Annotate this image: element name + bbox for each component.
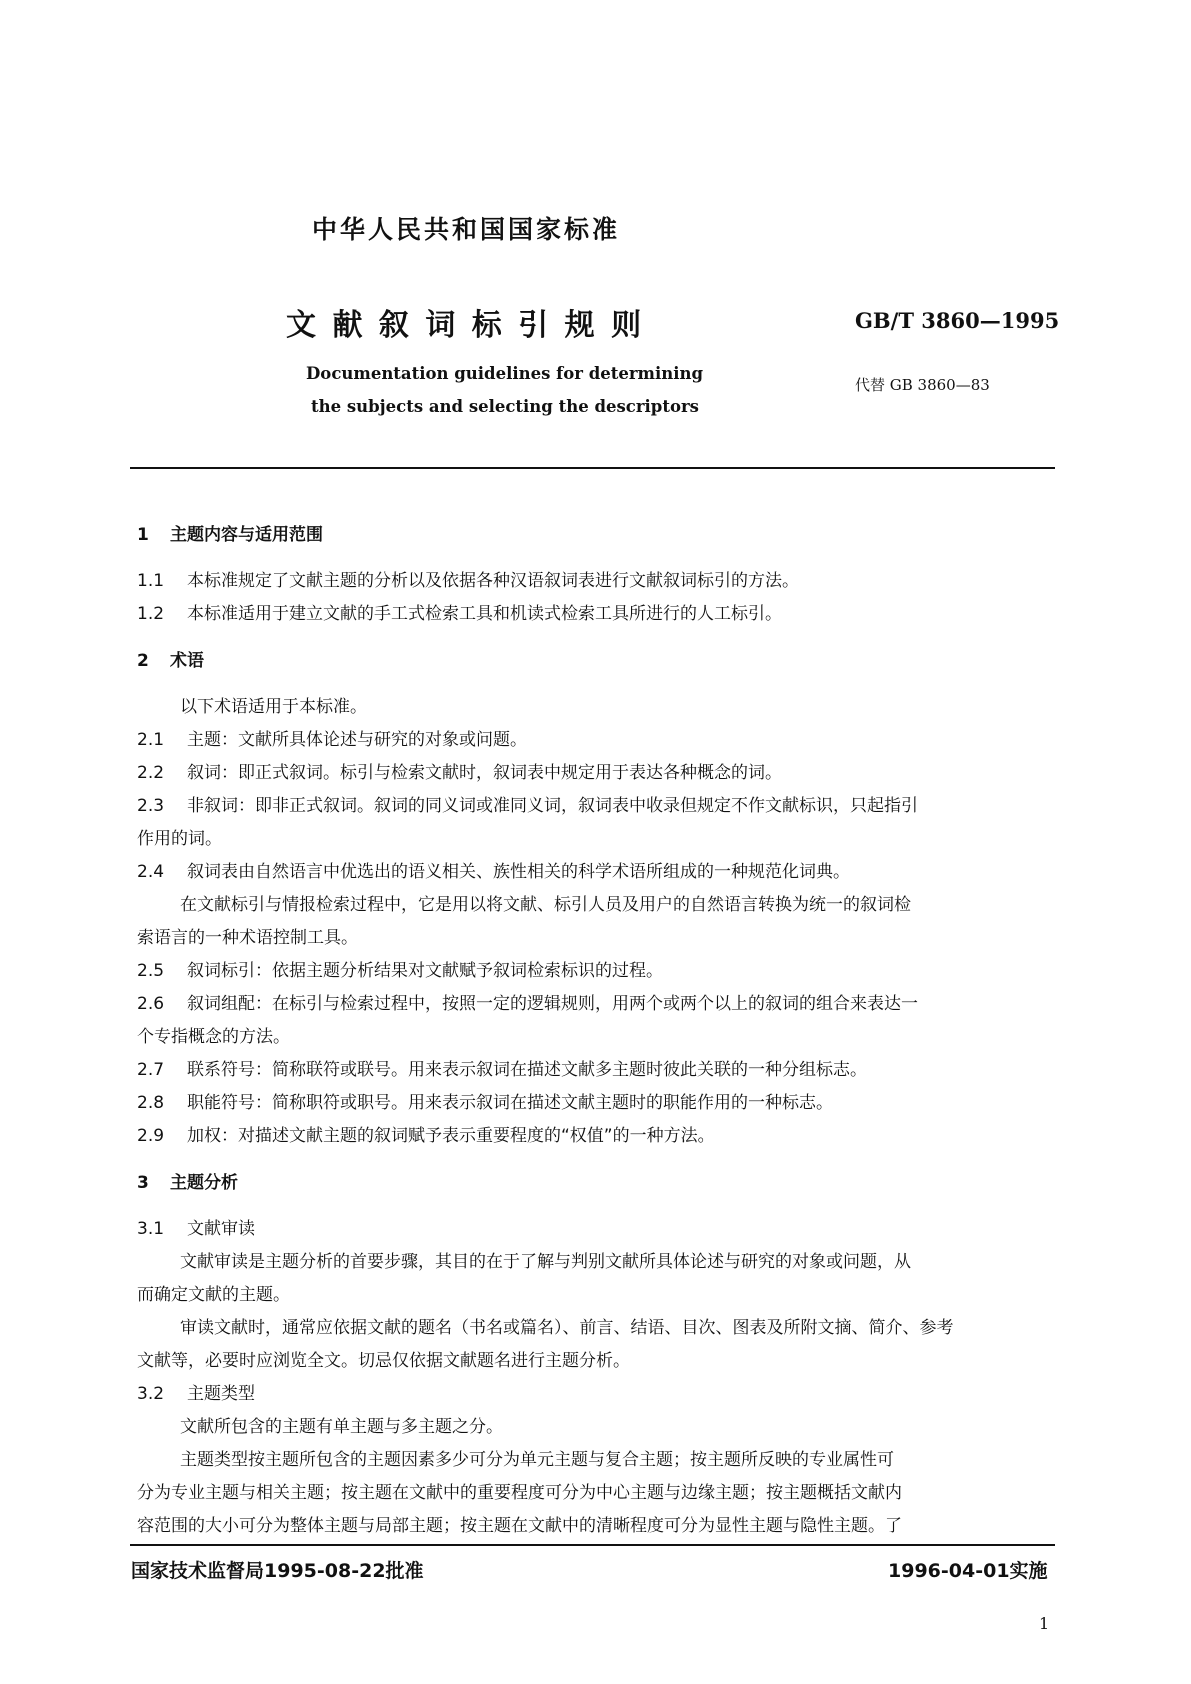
paragraph-text: 文献等，必要时应浏览全文。切忌仅依据文献题名进行主题分析。 — [137, 1351, 630, 1371]
document-title: 文 献 叙 词 标 引 规 则 — [286, 308, 645, 343]
clause-3-2 — [137, 1384, 255, 1404]
section-title: 主题内容与适用范围 — [170, 525, 323, 545]
clause-number: 2.2 — [137, 763, 165, 783]
replaces-note: 代替 GB 3860—83 — [855, 376, 990, 394]
section-number: 2 — [137, 651, 149, 671]
clause-text: 联系符号：简称联符或联号。用来表示叙词在描述文献多主题时彼此关联的一种分组标志。 — [187, 1060, 867, 1080]
clause-2-5 — [137, 961, 663, 981]
clause-number: 2.9 — [137, 1126, 165, 1146]
clause-number: 2.1 — [137, 730, 165, 750]
section-title: 主题分析 — [170, 1173, 238, 1193]
clause-text: 加权：对描述文献主题的叙词赋予表示重要程度的“权值”的一种方法。 — [187, 1126, 715, 1146]
clause-text: 叙词表由自然语言中优选出的语义相关、族性相关的科学术语所组成的一种规范化词典。 — [187, 862, 850, 882]
section-number: 1 — [137, 525, 149, 545]
paragraph-text: 而确定文献的主题。 — [137, 1285, 290, 1305]
clause-text: 非叙词：即非正式叙词。叙词的同义词或准同义词，叙词表中收录但规定不作文献标识，只起指引 — [187, 796, 918, 816]
paragraph-continuation — [137, 1516, 902, 1536]
footer-divider — [130, 1544, 1055, 1546]
clause-1-1 — [137, 571, 799, 591]
clause-text: 主题类型 — [187, 1384, 255, 1404]
paragraph-text: 索语言的一种术语控制工具。 — [137, 928, 358, 948]
paragraph-continuation — [137, 928, 358, 948]
header-divider — [130, 467, 1055, 469]
paragraph-text: 文献所包含的主题有单主题与多主题之分。 — [180, 1417, 503, 1437]
clause-text: 本标准规定了文献主题的分析以及依据各种汉语叙词表进行文献叙词标引的方法。 — [187, 571, 799, 591]
paragraph-continuation — [137, 1351, 630, 1371]
clause-2-4 — [137, 862, 850, 882]
clause-2-3 — [137, 796, 918, 816]
paragraph — [180, 697, 367, 717]
paragraph-text: 以下术语适用于本标准。 — [180, 697, 367, 717]
clause-2-2 — [137, 763, 782, 783]
clause-number: 3.2 — [137, 1384, 165, 1404]
paragraph — [180, 1450, 894, 1470]
paragraph-text: 在文献标引与情报检索过程中，它是用以将文献、标引人员及用户的自然语言转换为统一的叙词检 — [180, 895, 911, 915]
clause-2-9 — [137, 1126, 715, 1146]
implementation-date: 1996-04-01实施 — [888, 1560, 1048, 1582]
approval-note: 国家技术监督局1995-08-22批准 — [131, 1560, 424, 1582]
english-title-line-1: Documentation guidelines for determining — [306, 364, 704, 383]
standard-code: GB/T 3860—1995 — [855, 308, 1060, 333]
clause-text: 职能符号：简称职符或职号。用来表示叙词在描述文献主题时的职能作用的一种标志。 — [187, 1093, 833, 1113]
clause-text: 文献审读 — [187, 1219, 255, 1239]
paragraph — [180, 1417, 503, 1437]
clause-text: 叙词组配：在标引与检索过程中，按照一定的逻辑规则，用两个或两个以上的叙词的组合来表达一 — [187, 994, 918, 1014]
section-title: 术语 — [170, 651, 204, 671]
paragraph-text: 个专指概念的方法。 — [137, 1027, 290, 1047]
clause-text: 主题：文献所具体论述与研究的对象或问题。 — [187, 730, 527, 750]
clause-number: 2.7 — [137, 1060, 165, 1080]
paragraph — [180, 1318, 954, 1338]
national-standard-heading: 中华人民共和国国家标准 — [312, 215, 621, 244]
clause-2-1 — [137, 730, 527, 750]
clause-2-7 — [137, 1060, 867, 1080]
paragraph-text: 审读文献时，通常应依据文献的题名（书名或篇名）、前言、结语、目次、图表及所附文摘、简介、参考 — [180, 1318, 954, 1338]
clause-number: 1.2 — [137, 604, 165, 624]
paragraph-text: 容范围的大小可分为整体主题与局部主题；按主题在文献中的清晰程度可分为显性主题与隐性主题。了 — [137, 1516, 902, 1536]
clause-2-6 — [137, 994, 918, 1014]
clause-text: 本标准适用于建立文献的手工式检索工具和机读式检索工具所进行的人工标引。 — [187, 604, 782, 624]
section-2-heading — [137, 651, 204, 671]
paragraph-text: 分为专业主题与相关主题；按主题在文献中的重要程度可分为中心主题与边缘主题；按主题概括文献内 — [137, 1483, 902, 1503]
page-number: 1 — [1039, 1614, 1050, 1633]
section-number: 3 — [137, 1173, 149, 1193]
clause-2-8 — [137, 1093, 833, 1113]
paragraph-continuation — [137, 1483, 902, 1503]
clause-3-1 — [137, 1219, 255, 1239]
section-1-heading — [137, 525, 323, 545]
paragraph-text: 文献审读是主题分析的首要步骤，其目的在于了解与判别文献所具体论述与研究的对象或问题，从 — [180, 1252, 911, 1272]
clause-number: 2.6 — [137, 994, 165, 1014]
clause-continuation — [137, 829, 222, 849]
clause-number: 2.4 — [137, 862, 165, 882]
section-3-heading — [137, 1173, 238, 1193]
paragraph — [180, 895, 911, 915]
english-title-line-2: the subjects and selecting the descriptors — [311, 397, 699, 416]
clause-text: 叙词标引：依据主题分析结果对文献赋予叙词检索标识的过程。 — [187, 961, 663, 981]
paragraph-continuation — [137, 1285, 290, 1305]
paragraph-text: 作用的词。 — [137, 829, 222, 849]
clause-text: 叙词：即正式叙词。标引与检索文献时，叙词表中规定用于表达各种概念的词。 — [187, 763, 782, 783]
clause-number: 1.1 — [137, 571, 165, 591]
clause-number: 3.1 — [137, 1219, 165, 1239]
clause-number: 2.3 — [137, 796, 165, 816]
clause-number: 2.8 — [137, 1093, 165, 1113]
paragraph-text: 主题类型按主题所包含的主题因素多少可分为单元主题与复合主题；按主题所反映的专业属性可 — [180, 1450, 894, 1470]
paragraph — [180, 1252, 911, 1272]
clause-continuation — [137, 1027, 290, 1047]
clause-1-2 — [137, 604, 782, 624]
clause-number: 2.5 — [137, 961, 165, 981]
